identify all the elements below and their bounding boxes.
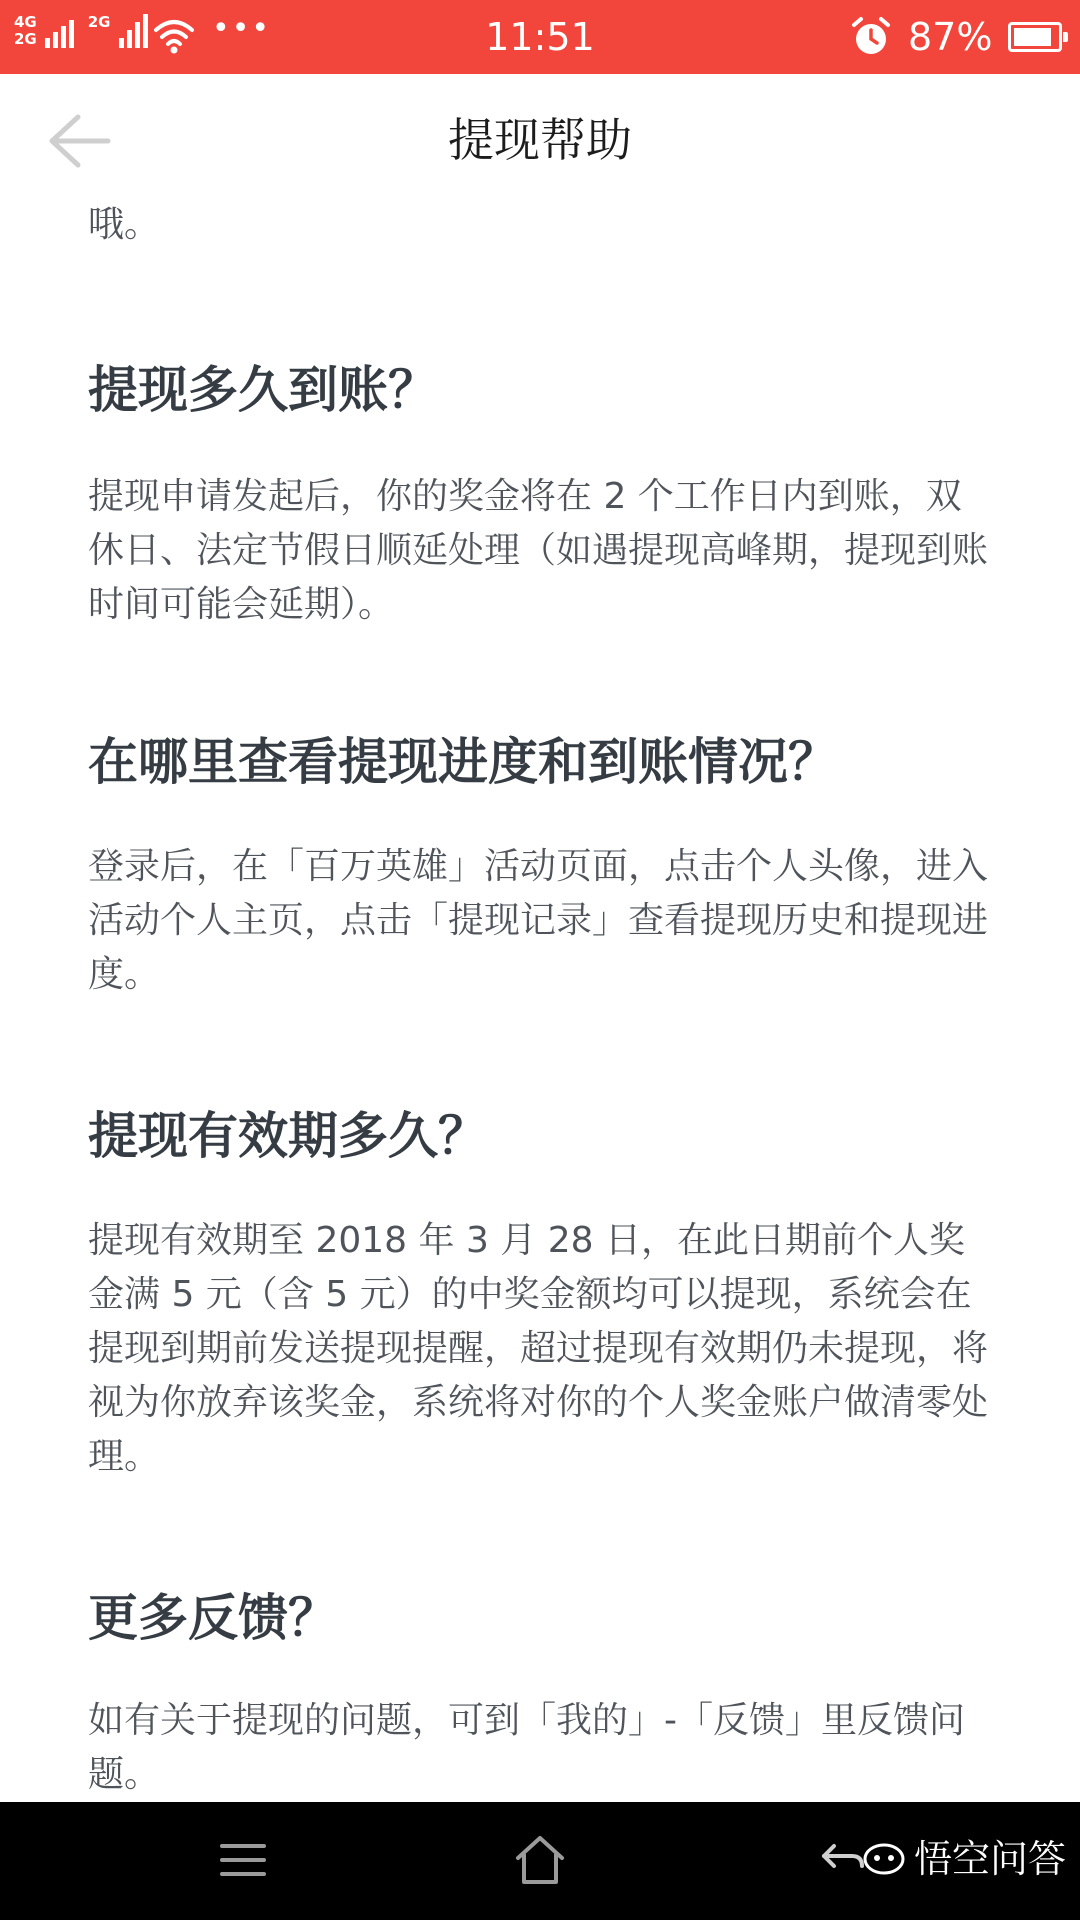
nav-bar bbox=[0, 74, 1080, 208]
network-type-top: 4G bbox=[14, 13, 37, 31]
section-body: 提现有效期至 2018 年 3 月 28 日，在此日期前个人奖金满 5 元（含 5 元）的中奖金额均可以提现，系统会在提现到期前发送提现提醒，超过提现有效期仍未提现，将视为你放弃该奖金，系统将对你的个人奖金账户做清零处理。 bbox=[88, 1220, 989, 1477]
previous-paragraph-tail: 哦。 bbox=[88, 204, 161, 245]
battery-tip bbox=[1063, 32, 1068, 42]
section-title: 提现有效期多久？ bbox=[88, 1107, 488, 1165]
system-nav-bar bbox=[0, 1802, 1080, 1920]
section-title: 在哪里查看提现进度和到账情况？ bbox=[88, 733, 838, 791]
section-body: 提现申请发起后，你的奖金将在 2 个工作日内到账，双休日、法定节假日顺延处理（如遇提现高峰期，提现到账时间可能会延期）。 bbox=[88, 476, 989, 625]
alarm-icon bbox=[850, 16, 892, 58]
section-title: 提现多久到账？ bbox=[88, 361, 438, 419]
section-body: 登录后，在「百万英雄」活动页面，点击个人头像，进入活动个人主页，点击「提现记录」查看提现历史和提现进度。 bbox=[88, 846, 989, 995]
battery-fill bbox=[1014, 28, 1051, 46]
more-dots-icon: ••• bbox=[212, 11, 272, 46]
page-title: 提现帮助 bbox=[448, 113, 632, 167]
section-body: 如有关于提现的问题，可到「我的」-「反馈」里反馈问题。 bbox=[88, 1700, 965, 1795]
watermark bbox=[862, 1834, 1066, 1884]
help-content bbox=[88, 198, 992, 1802]
home-icon[interactable] bbox=[510, 1832, 570, 1888]
battery-icon bbox=[1008, 22, 1062, 52]
back-icon[interactable] bbox=[820, 1842, 866, 1878]
network-type-secondary: 2G bbox=[87, 13, 111, 31]
section-title: 更多反馈？ bbox=[88, 1589, 338, 1647]
status-bar bbox=[0, 0, 1080, 74]
wukong-logo-icon bbox=[862, 1841, 906, 1877]
menu-icon[interactable] bbox=[218, 1840, 268, 1880]
battery-percent: 87% bbox=[908, 15, 993, 59]
status-time: 11:51 bbox=[485, 15, 595, 59]
watermark-text: 悟空问答 bbox=[914, 1837, 1067, 1881]
network-type-bottom: 2G bbox=[14, 30, 37, 48]
